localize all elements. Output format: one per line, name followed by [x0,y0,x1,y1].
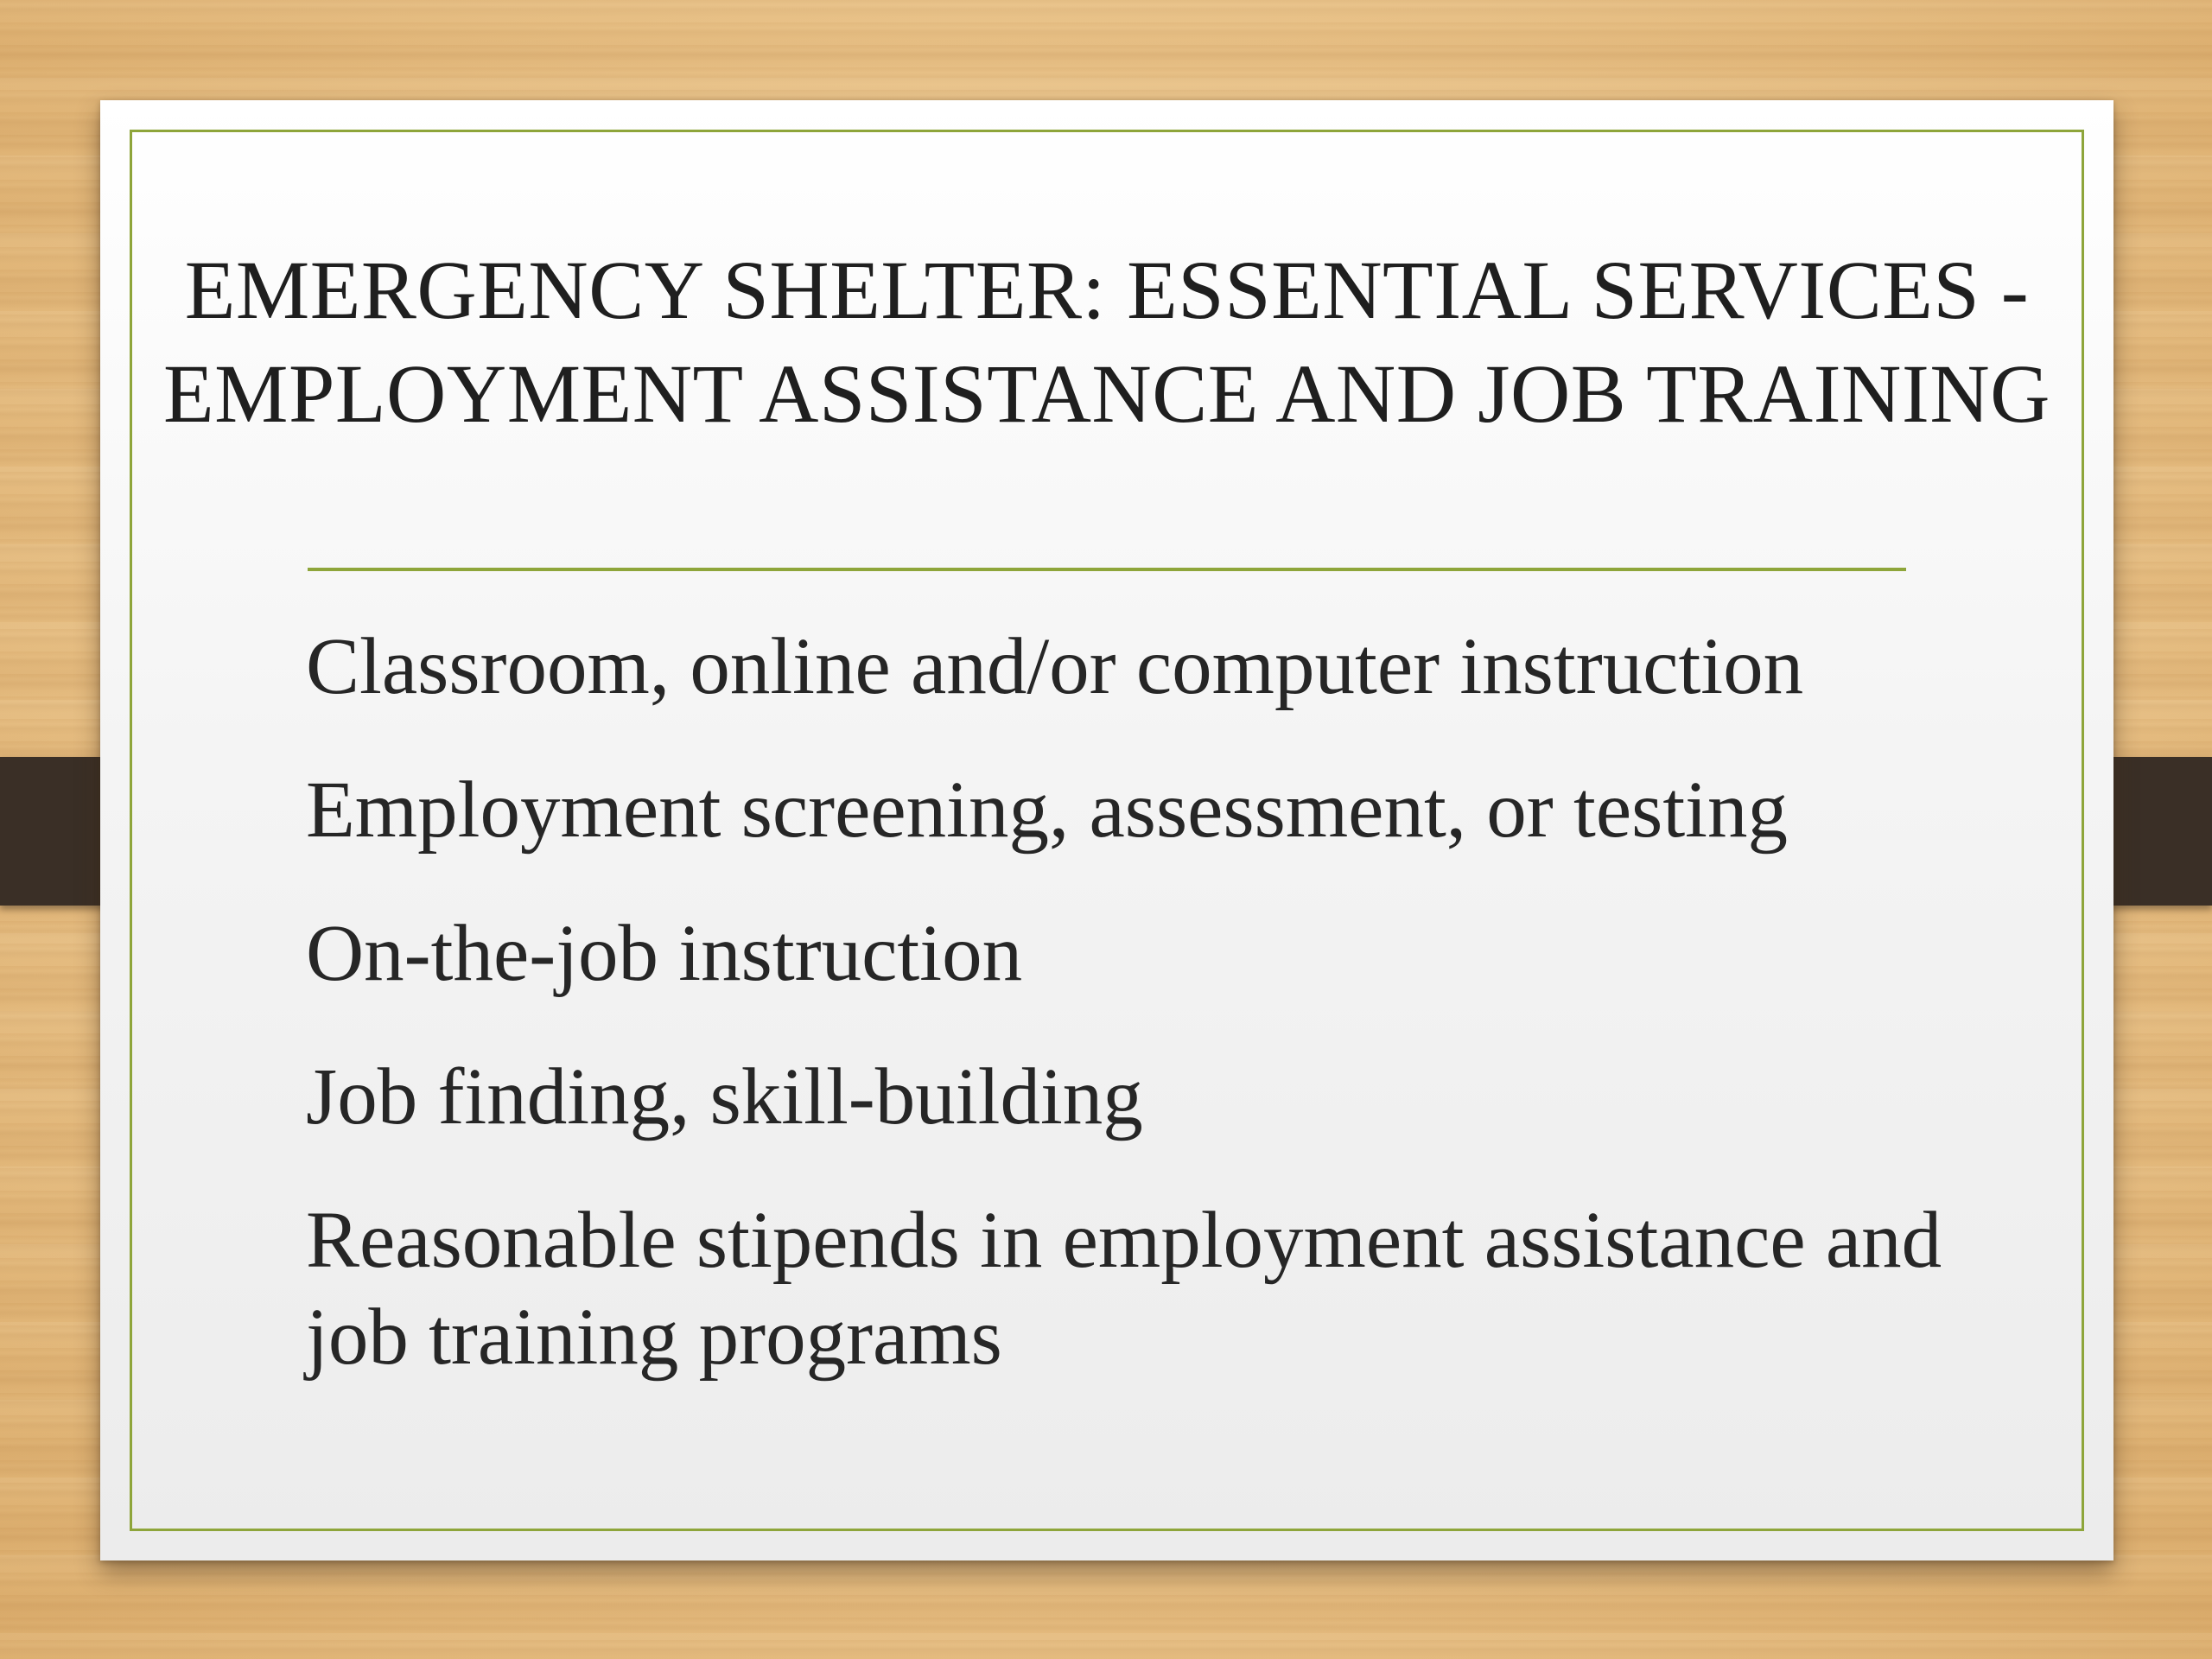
slide-card [100,100,2113,1560]
bullet-item: Classroom, online and/or computer instruction [306,622,1804,711]
title-divider [308,568,1906,571]
bullet-item: On-the-job instruction [306,909,1023,998]
bullet-list [306,619,1991,1433]
bullet-item: Reasonable stipends in employment assistance and job training programs [306,1196,1942,1382]
bullet-item: Employment screening, assessment, or testing [306,766,1789,855]
bullet-item: Job finding, skill-building [306,1052,1143,1141]
slide-title: EMERGENCY SHELTER: ESSENTIAL SERVICES - EMPLOYMENT ASSISTANCE AND JOB TRAINING [163,244,2050,440]
